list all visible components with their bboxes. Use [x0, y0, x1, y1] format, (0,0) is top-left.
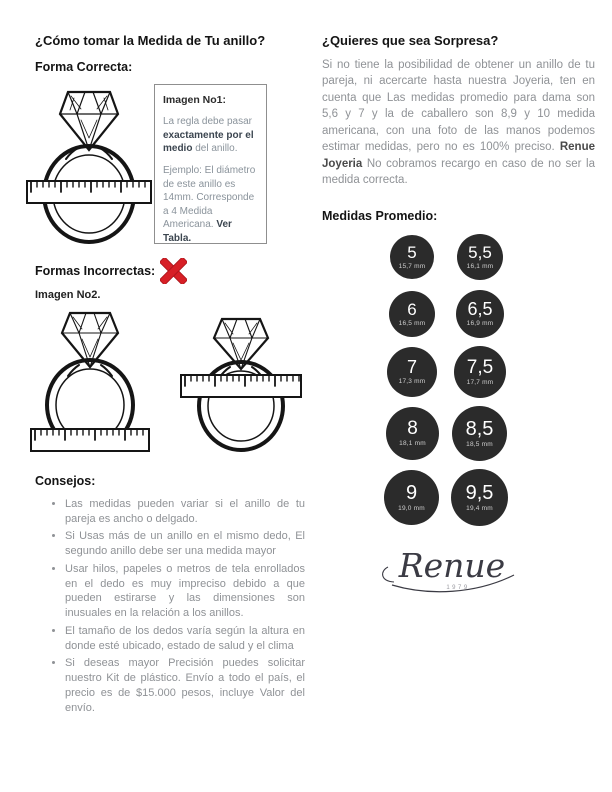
ring-size-badge: 9 19,0 mm: [384, 470, 439, 525]
tip-item: • El tamaño de los dedos varía según la altura en donde esté ubicado, estado de salud y el clima: [65, 624, 305, 653]
renue-logo-text: Renue: [398, 546, 506, 585]
ring-size-badge: 8,5 18,5 mm: [452, 406, 507, 461]
renue-logo-subtext: 1979: [446, 585, 470, 591]
ring-size-badge: 7,5 17,7 mm: [454, 346, 506, 398]
image2-label: Imagen No2.: [35, 289, 101, 301]
ring-size-badge: 6 16,5 mm: [389, 291, 435, 337]
ring-size-badge: 5,5 16,1 mm: [457, 234, 503, 280]
ring-correct-illustration-icon: [26, 82, 152, 252]
ring-size-badge: 6,5 16,9 mm: [456, 290, 504, 338]
page-title: ¿Cómo tomar la Medida de Tu anillo?: [35, 33, 266, 48]
tip-item: • Si Usas más de un anillo en el mismo dedo, El segundo anillo debe ser una medida mayor: [65, 529, 305, 558]
tip-item: • Usar hilos, papeles o metros de tela enrollados en el dedo es muy impreciso debido a que pueden estirarse y las dimensiones son inusuales en la relación a los anillos.: [65, 562, 305, 621]
ring-size-badge: 5 15,7 mm: [390, 235, 434, 279]
ring-incorrect-bottom-ruler-icon: [30, 305, 150, 463]
surprise-heading: ¿Quieres que sea Sorpresa?: [322, 33, 499, 48]
ring-size-badge: 7 17,3 mm: [387, 347, 437, 397]
ring-incorrect-top-ruler-icon: [180, 313, 302, 453]
correct-form-heading: Forma Correcta:: [35, 60, 133, 74]
incorrect-forms-heading: Formas Incorrectas:: [35, 264, 156, 278]
average-sizes-heading: Medidas Promedio:: [322, 209, 438, 223]
image1-note-box: [154, 84, 267, 244]
renue-logo: [374, 533, 530, 605]
red-x-icon: [160, 258, 187, 284]
tips-heading: Consejos:: [35, 474, 96, 488]
incorrect-forms-heading-row: [35, 258, 187, 284]
image1-box-paragraph-1: La regla debe pasar exactamente por el medio del anillo.: [163, 116, 254, 155]
image1-box-title: Imagen No1:: [163, 94, 227, 106]
ring-size-badge: 8 18,1 mm: [386, 407, 439, 460]
image1-box-paragraph-2: Ejemplo: El diámetro de este anillo es 14mm. Corresponde a 4 Medida Americana. Ver Tabla.: [163, 165, 256, 245]
surprise-paragraph: Si no tiene la posibilidad de obtener un anillo de tu pareja, ni acercarte hasta nuestra Joyeria, ten en cuenta que Las medidas promedio para dama son 5,6 y 7 y la de caballero son 8,9 y 10 medida americana, con una foto de las manos podemos estimar medidas, pero no es 100% preciso. Renue Joyeria No cobramos recargo en caso de no ser la medida correcta.: [322, 59, 595, 187]
tips-list: [35, 497, 305, 718]
tip-item: • Si deseas mayor Precisión puedes solicitar nuestro Kit de plástico. Envío a todo el país, el precio es de $15.000 pesos, incluye Valor del envío.: [65, 656, 305, 715]
ring-size-badge: 9,5 19,4 mm: [451, 469, 508, 526]
tip-item: • Las medidas pueden variar si el anillo de tu pareja es ancho o delgado.: [65, 497, 305, 526]
